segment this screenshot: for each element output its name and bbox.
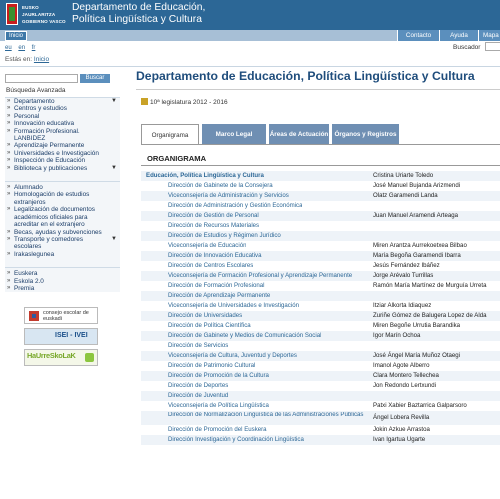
org-unit-link[interactable]: Dirección de Administración y Gestión Económica	[168, 202, 303, 209]
org-person-name: Zuriñe Gómez de Balugera Lopez de Alda	[373, 312, 487, 319]
inicio-button[interactable]: Inicio	[5, 31, 27, 41]
breadcrumb: Estás en: Inicio	[5, 56, 50, 63]
org-unit-link[interactable]: Dirección de Gabinete de la Consejera	[168, 182, 273, 189]
sidebar-item-label: Formación Profesional. LANBIDEZ	[14, 127, 80, 143]
org-unit-link[interactable]: Dirección de Deportes	[168, 382, 229, 389]
chevron-right-icon: »	[7, 164, 11, 171]
org-unit-link[interactable]: Viceconsejería de Política Lingüística	[168, 402, 269, 409]
language-selector	[5, 45, 40, 51]
tab-organos-registros[interactable]: Órganos y Registros	[332, 124, 399, 145]
org-unit-link[interactable]: Dirección de Normalización Lingüística de las Administraciones Públicas	[168, 412, 364, 418]
org-person-name: Olatz Garamendi Landa	[373, 192, 438, 199]
table-row	[141, 381, 500, 391]
sidebar-item[interactable]	[5, 165, 120, 172]
sidebar-group-services	[5, 184, 120, 258]
chevron-right-icon: »	[7, 270, 11, 277]
org-unit-link[interactable]: Dirección de Gestión de Personal	[168, 212, 259, 219]
org-person-name: Clara Montero Tellechea	[373, 372, 439, 379]
org-unit-link[interactable]: Dirección de Aprendizaje Permanente	[168, 292, 271, 299]
sidebar-item-label: Inspección de Educación	[14, 157, 86, 165]
table-row	[141, 311, 500, 321]
chevron-right-icon: »	[7, 235, 11, 242]
department-header-title[interactable]: Departamento de Educación, Política Lingüística y Cultura	[72, 2, 206, 25]
table-row	[141, 321, 500, 331]
tab-areas-actuacion[interactable]: Áreas de Actuación	[269, 124, 329, 145]
table-row	[141, 401, 500, 411]
sidebar-item[interactable]	[5, 113, 120, 120]
menu-divider	[5, 258, 120, 268]
org-unit-link[interactable]: Dirección de Servicios	[168, 342, 229, 349]
org-unit-link[interactable]: Viceconsejería de Educación	[168, 242, 247, 249]
table-row	[141, 251, 500, 261]
org-unit-link[interactable]: Viceconsejería de Formación Profesional y Aprendizaje Permanente	[168, 272, 353, 279]
org-person-name: Jorge Arévalo Turrillas	[373, 272, 434, 279]
language-en[interactable]: en	[18, 45, 26, 51]
title-divider	[136, 89, 500, 90]
org-unit-link[interactable]: Dirección de Promoción de la Cultura	[168, 372, 269, 379]
table-row	[141, 435, 500, 445]
table-row	[141, 201, 500, 211]
haurreskolak-logo[interactable]: HaUrreSkoLaK	[24, 349, 98, 366]
org-person-name: Patxi Xabier Baztarrica Galparsoro	[373, 402, 467, 409]
org-person-name: José Manuel Bujanda Arizmendi	[373, 182, 461, 189]
table-row	[141, 261, 500, 271]
org-person-name: Itziar Alkorta Idiaquez	[373, 302, 432, 309]
chevron-right-icon: »	[7, 277, 11, 284]
table-row	[141, 211, 500, 221]
sidebar-item[interactable]	[5, 184, 120, 191]
org-unit-link[interactable]: Dirección de Gabinete y Medios de Comunicación Social	[168, 332, 322, 339]
chevron-right-icon: »	[7, 228, 11, 235]
tab-organigrama[interactable]: Organigrama	[141, 124, 199, 145]
org-person-name: Juan Manuel Aramendi Arteaga	[373, 212, 459, 219]
sidebar-item[interactable]	[5, 270, 120, 277]
sidebar-item[interactable]	[5, 150, 120, 157]
sidebar-search-input[interactable]	[5, 74, 78, 83]
sidebar-item-label: Centros y estudios	[14, 105, 67, 113]
organigrama-divider	[141, 165, 500, 166]
org-unit-link[interactable]: Dirección de Juventud	[168, 392, 229, 399]
table-row	[141, 351, 500, 361]
org-unit-link[interactable]: Dirección de Política Científica	[168, 322, 251, 329]
chevron-down-icon[interactable]: ▼	[111, 98, 117, 104]
table-row	[141, 425, 500, 435]
table-row	[141, 361, 500, 371]
chevron-down-icon[interactable]: ▼	[111, 235, 117, 242]
org-unit-link[interactable]: Dirección de Formación Profesional	[168, 282, 265, 289]
org-unit-link[interactable]: Viceconsejería de Administración y Servicios	[168, 192, 289, 199]
top-search-input[interactable]	[485, 42, 500, 51]
tab-marco-legal[interactable]: Marco Legal	[202, 124, 266, 145]
sidebar-item-label: Premia	[14, 284, 35, 292]
org-unit-link[interactable]: Dirección de Universidades	[168, 312, 243, 319]
sidebar-item-label: Personal	[14, 112, 40, 120]
buscador-label: Buscador	[453, 44, 481, 51]
table-row	[141, 301, 500, 311]
language-eu[interactable]: eu	[5, 45, 12, 51]
sidebar-item-label: Transporte y comedores escolares	[14, 235, 84, 251]
chevron-right-icon: »	[7, 98, 11, 104]
table-row	[141, 231, 500, 241]
table-row	[141, 411, 500, 425]
org-unit-link[interactable]: Dirección de Innovación Educativa	[168, 252, 262, 259]
government-logo-text[interactable]: EUSKO JAURLARITZA GOBIERNO VASCO	[22, 5, 66, 24]
legislatura-icon	[141, 98, 148, 105]
table-row	[141, 341, 500, 351]
legislatura-info: 10ª legislatura 2012 - 2016	[141, 98, 228, 106]
org-person-name: Jesús Fernández Ibáñez	[373, 262, 440, 269]
buscar-button[interactable]: Buscar	[80, 74, 110, 83]
advanced-search-link[interactable]: Búsqueda Avanzada	[6, 87, 66, 94]
language-fr[interactable]: fr	[31, 45, 36, 51]
sidebar-item[interactable]	[5, 236, 120, 251]
header-divider	[0, 66, 500, 67]
sidebar-item[interactable]	[5, 142, 120, 149]
sidebar-item-label: Alumnado	[14, 184, 43, 192]
table-row	[141, 241, 500, 251]
org-person-name: Ramón María Martínez de Murguía Urreta	[373, 282, 487, 289]
table-row	[141, 191, 500, 201]
org-person-name: Miren Arantza Aurrekoetxea Bilbao	[373, 242, 467, 249]
page-title: Departamento de Educación, Política Lingüística y Cultura	[136, 69, 475, 83]
org-person-name: Ivan Igartua Ugarte	[373, 436, 426, 443]
org-unit-link[interactable]: Educación, Política Lingüística y Cultura	[146, 172, 264, 179]
org-person-name: Imanol Agote Alberro	[373, 362, 430, 369]
chevron-down-icon[interactable]: ▼	[111, 164, 117, 171]
org-person-name: Igor Marín Ochoa	[373, 332, 421, 339]
table-row	[141, 291, 500, 301]
chevron-right-icon: »	[7, 191, 11, 198]
org-unit-link[interactable]: Viceconsejería de Universidades e Investigación	[168, 302, 299, 309]
org-person-name: Ángel Lobera Revilla	[373, 414, 430, 421]
menu-divider	[5, 172, 120, 182]
org-person-name: Jokin Azkue Arrastoa	[373, 426, 430, 433]
chevron-right-icon: »	[7, 142, 11, 149]
chevron-right-icon: »	[7, 284, 11, 291]
org-unit-link[interactable]: Viceconsejería de Cultura, Juventud y Deportes	[168, 352, 297, 359]
org-unit-link[interactable]: Dirección de Estudios y Régimen Jurídico	[168, 232, 281, 239]
isei-ivei-logo[interactable]: ISEI - IVEI	[24, 328, 98, 345]
table-row	[141, 271, 500, 281]
org-person-name: José Ángel María Muñoz Otaegi	[373, 352, 461, 359]
sidebar-group-main	[5, 98, 120, 172]
chevron-right-icon: »	[7, 184, 11, 191]
tab-mapa[interactable]: Mapa	[478, 30, 500, 41]
sidebar-item-label: Departamento	[14, 98, 55, 105]
chevron-right-icon: »	[7, 112, 11, 119]
sidebar-item[interactable]	[5, 105, 120, 112]
sidebar-item[interactable]	[5, 206, 120, 228]
sidebar-item[interactable]	[5, 251, 120, 258]
sidebar-search	[5, 74, 118, 84]
org-person-name: Miren Begoñe Urrutia Barandika	[373, 322, 461, 329]
chevron-right-icon: »	[7, 120, 11, 127]
table-row	[141, 181, 500, 191]
site-header	[0, 0, 500, 30]
content-tabs	[141, 124, 500, 145]
org-unit-link[interactable]: Dirección de Patrimonio Cultural	[168, 362, 256, 369]
chevron-right-icon: »	[7, 149, 11, 156]
sidebar-item-label: Euskera	[14, 270, 38, 278]
sidebar-item-label: Aprendizaje Permanente	[14, 142, 85, 150]
org-unit-link[interactable]: Dirección de Promoción del Euskera	[168, 426, 267, 433]
tab-contacto[interactable]: Contacto	[397, 30, 439, 41]
sidebar-item[interactable]	[5, 98, 120, 105]
sidebar-item-label: Homologación de estudios extranjeros	[14, 191, 90, 206]
org-unit-link[interactable]: Dirección de Centros Escolares	[168, 262, 254, 269]
table-row	[141, 221, 500, 231]
sidebar-item-label: Innovación educativa	[14, 120, 75, 128]
chevron-right-icon: »	[7, 206, 11, 213]
sidebar-item[interactable]	[5, 229, 120, 236]
sidebar-group-extra	[5, 270, 120, 292]
sidebar-item[interactable]	[5, 285, 120, 292]
organigrama-table	[141, 171, 500, 445]
table-row	[141, 171, 500, 181]
breadcrumb-inicio-link[interactable]: Inicio	[33, 56, 50, 63]
org-person-name: Jon Redondo Lertxundi	[373, 382, 437, 389]
sidebar-item-label: Becas, ayudas y subvenciones	[14, 228, 102, 236]
haurreskolak-icon	[85, 353, 94, 362]
chevron-right-icon: »	[7, 250, 11, 257]
organigrama-heading: ORGANIGRAMA	[147, 154, 207, 163]
chevron-right-icon: »	[7, 127, 11, 134]
consejo-escolar-logo[interactable]: consejo escolar de euskadi	[24, 307, 98, 324]
sidebar-item-label: Universidades e Investigación	[14, 149, 99, 157]
table-row	[141, 371, 500, 381]
sidebar-item[interactable]	[5, 157, 120, 164]
sidebar-item[interactable]	[5, 120, 120, 127]
org-unit-link[interactable]: Dirección Investigación y Coordinación Lingüística	[168, 436, 304, 443]
sidebar-item-label: Biblioteca y publicaciones	[14, 164, 88, 172]
org-person-name: María Begoña Garamendi Ibarra	[373, 252, 461, 259]
consejo-escolar-icon	[29, 311, 39, 321]
sidebar-item[interactable]	[5, 278, 120, 285]
sidebar-item-label: Legalización de documentos académicos oficiales para acreditar en el extranjero	[14, 206, 96, 229]
sidebar-item-label: Irakaslegunea	[14, 250, 55, 258]
sidebar-item[interactable]	[5, 191, 120, 206]
table-row	[141, 331, 500, 341]
tab-ayuda[interactable]: Ayuda	[439, 30, 478, 41]
org-person-name: Cristina Uriarte Toledo	[373, 172, 434, 179]
table-row	[141, 391, 500, 401]
sidebar-item[interactable]	[5, 128, 120, 143]
chevron-right-icon: »	[7, 105, 11, 112]
chevron-right-icon: »	[7, 157, 11, 164]
sidebar-menu	[5, 97, 120, 292]
org-unit-link[interactable]: Dirección de Recursos Materiales	[168, 222, 260, 229]
government-crest-icon[interactable]	[6, 3, 18, 25]
sidebar-item-label: Eskola 2.0	[14, 277, 44, 285]
table-row	[141, 281, 500, 291]
